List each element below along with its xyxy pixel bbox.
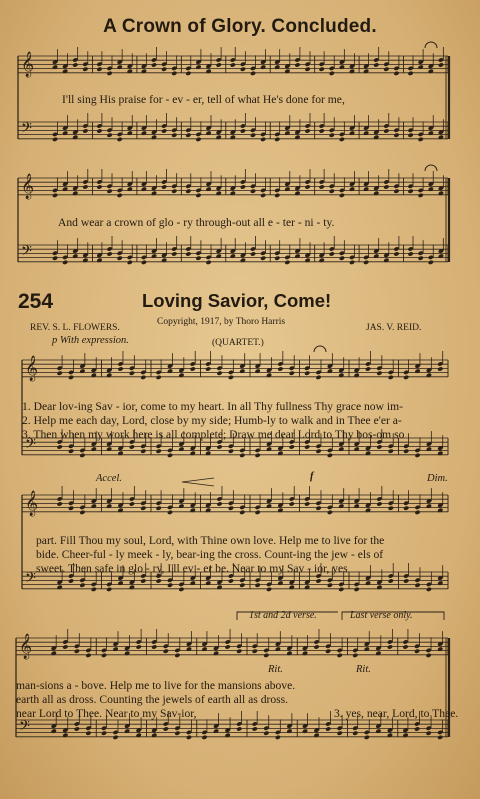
note-head — [113, 735, 119, 740]
note-head — [151, 644, 157, 649]
note-head — [255, 510, 261, 515]
note-head — [337, 731, 343, 736]
note-head — [185, 251, 191, 256]
note-head — [349, 260, 355, 265]
note-head — [315, 578, 321, 583]
note-head — [216, 371, 222, 376]
note-head — [101, 653, 107, 658]
note-head — [171, 133, 177, 138]
note-head — [52, 137, 58, 142]
first-ending-label: 1st and 2d verse. — [249, 610, 317, 621]
treble-clef-icon: 𝄞 — [21, 174, 35, 199]
verse3-line3: near Lord to Thee. Near to my Sav-ior, — [16, 707, 197, 720]
note-head — [230, 62, 236, 67]
note-head — [250, 251, 256, 256]
forte-marking: f — [310, 471, 314, 482]
note-head — [438, 62, 444, 67]
verse1-line2: part. Fill Thou my soul, Lord, with Thine own love. Help me to live for the — [36, 534, 385, 547]
note-head — [414, 510, 420, 515]
rit-marking-2: Rit. — [356, 664, 371, 675]
note-head — [185, 71, 191, 76]
note-head — [352, 653, 358, 658]
note-head — [201, 735, 207, 740]
verse2-line2: bide. Cheer-ful - ly meek - ly, bear-ing the cross. Count-ing the jew - els of — [36, 548, 384, 561]
note-head — [117, 137, 123, 142]
note-head — [304, 371, 310, 376]
note-head — [339, 137, 345, 142]
note-head — [216, 62, 222, 67]
quartet-label: (QUARTET.) — [212, 338, 264, 348]
note-head — [319, 67, 325, 72]
note-head — [383, 67, 389, 72]
note-head — [274, 256, 280, 261]
note-head — [376, 501, 382, 506]
note-head — [339, 256, 345, 261]
note-head — [402, 644, 408, 649]
verse3-line2: sweet. Then safe in glo - ry, I'll ev - er be. Near to my Sav - ior, yes — [36, 562, 348, 575]
note-head — [239, 583, 245, 588]
note-head — [72, 62, 78, 67]
note-head — [156, 578, 162, 583]
note-head — [408, 189, 414, 194]
note-head — [387, 644, 393, 649]
note-head — [151, 62, 157, 67]
verse3-final-ending: 3. yes, near, Lord, to Thee. — [334, 707, 459, 720]
note-head — [140, 578, 146, 583]
note-head — [195, 256, 201, 261]
note-head — [239, 453, 245, 458]
note-head — [127, 260, 133, 265]
note-head — [156, 375, 162, 380]
note-head — [62, 644, 68, 649]
lyric-line-1: I'll sing His praise for - ev - er, tell of what He's done for me, — [62, 93, 345, 106]
hymn-title-loving-savior: Loving Savior, Come! — [142, 290, 332, 311]
note-head — [216, 501, 222, 506]
note-head — [408, 71, 414, 76]
note-head — [195, 193, 201, 198]
note-head — [329, 71, 335, 76]
note-head — [185, 133, 191, 138]
note-head — [82, 184, 88, 189]
note-head — [255, 453, 261, 458]
fermata-icon — [425, 42, 437, 48]
note-head — [252, 649, 258, 654]
note-head — [141, 260, 147, 265]
note-head — [171, 189, 177, 194]
note-head — [418, 193, 424, 198]
note-head — [339, 193, 345, 198]
note-head — [52, 256, 58, 261]
note-head — [354, 587, 360, 592]
note-head — [178, 587, 184, 592]
last-ending-label: Last verse only. — [350, 610, 413, 621]
note-head — [403, 578, 409, 583]
note-head — [117, 193, 123, 198]
note-head — [393, 133, 399, 138]
note-head — [236, 726, 242, 731]
note-head — [304, 444, 310, 449]
note-head — [352, 731, 358, 736]
author-right: JAS. V. REID. — [366, 323, 422, 333]
note-head — [239, 510, 245, 515]
note-head — [228, 375, 234, 380]
note-head — [240, 184, 246, 189]
bass-clef-icon: 𝄢 — [21, 243, 32, 263]
note-head — [437, 735, 443, 740]
note-head — [403, 449, 409, 454]
note-head — [82, 67, 88, 72]
note-head — [329, 133, 335, 138]
note-head — [255, 583, 261, 588]
note-head — [408, 251, 414, 256]
hairpin — [182, 478, 214, 486]
author-left: REV. S. L. FLOWERS. — [30, 323, 120, 333]
note-head — [163, 649, 169, 654]
note-head — [275, 735, 281, 740]
note-head — [57, 371, 63, 376]
note-head — [74, 649, 80, 654]
treble-clef-icon: 𝄞 — [25, 356, 39, 381]
fermata-icon — [314, 346, 326, 352]
note-head — [190, 366, 196, 371]
note-head — [408, 133, 414, 138]
note-head — [418, 256, 424, 261]
copyright-line: Copyright, 1917, by Thoro Harris — [157, 317, 286, 327]
treble-clef-icon: 𝄞 — [21, 52, 35, 77]
note-head — [68, 578, 74, 583]
note-head — [107, 133, 113, 138]
note-head — [195, 137, 201, 142]
note-head — [136, 644, 142, 649]
fermata-icon — [425, 165, 437, 171]
note-head — [383, 184, 389, 189]
note-head — [329, 189, 335, 194]
note-head — [167, 510, 173, 515]
note-head — [365, 366, 371, 371]
note-head — [289, 371, 295, 376]
note-head — [68, 375, 74, 380]
note-head — [216, 444, 222, 449]
note-head — [338, 587, 344, 592]
note-head — [236, 649, 242, 654]
note-head — [329, 251, 335, 256]
note-head — [57, 501, 63, 506]
note-head — [437, 366, 443, 371]
note-head — [363, 260, 369, 265]
note-head — [240, 128, 246, 133]
note-head — [274, 137, 280, 142]
note-head — [277, 366, 283, 371]
note-head — [74, 726, 80, 731]
note-head — [289, 444, 295, 449]
note-head — [414, 583, 420, 588]
verse2-line1: 2. Help me each day, Lord, close by my side; Humb-ly to walk and in Thee e'er a- — [22, 414, 402, 427]
note-head — [174, 731, 180, 736]
note-head — [107, 189, 113, 194]
note-head — [91, 587, 97, 592]
note-head — [305, 184, 311, 189]
note-head — [107, 251, 113, 256]
note-head — [96, 67, 102, 72]
note-head — [327, 583, 333, 588]
note-head — [393, 71, 399, 76]
note-head — [140, 375, 146, 380]
note-head — [167, 453, 173, 458]
note-head — [68, 506, 74, 511]
note-head — [426, 731, 432, 736]
note-head — [129, 501, 135, 506]
treble-clef-icon: 𝄞 — [25, 491, 39, 516]
note-head — [260, 193, 266, 198]
note-head — [206, 260, 212, 265]
note-head — [85, 653, 91, 658]
note-head — [364, 735, 370, 740]
note-head — [325, 726, 331, 731]
note-head — [79, 510, 85, 515]
note-head — [205, 366, 211, 371]
note-head — [161, 128, 167, 133]
note-head — [263, 653, 269, 658]
note-head — [274, 193, 280, 198]
note-head — [266, 587, 272, 592]
note-head — [225, 644, 231, 649]
note-head — [62, 260, 68, 265]
note-head — [171, 71, 177, 76]
note-head — [161, 67, 167, 72]
note-head — [250, 133, 256, 138]
bass-clef-icon: 𝄢 — [19, 718, 30, 738]
note-head — [96, 128, 102, 133]
rit-marking-1: Rit. — [268, 664, 283, 675]
note-head — [305, 67, 311, 72]
note-head — [240, 67, 246, 72]
note-head — [171, 251, 177, 256]
note-head — [383, 128, 389, 133]
note-head — [325, 649, 331, 654]
note-head — [140, 506, 146, 511]
note-head — [388, 578, 394, 583]
note-head — [327, 510, 333, 515]
note-head — [294, 62, 300, 67]
note-head — [304, 501, 310, 506]
note-head — [426, 587, 432, 592]
note-head — [161, 184, 167, 189]
note-head — [289, 501, 295, 506]
note-head — [82, 128, 88, 133]
note-head — [129, 371, 135, 376]
note-head — [228, 578, 234, 583]
note-head — [250, 189, 256, 194]
note-head — [337, 653, 343, 658]
note-head — [228, 449, 234, 454]
tempo-marking: p With expression. — [52, 335, 129, 346]
lyric-line-2: And wear a crown of glo - ry through-out all e - ter - ni - ty. — [58, 216, 335, 229]
hymn-title-crown-of-glory: A Crown of Glory. Concluded. — [103, 16, 377, 37]
dim-marking: Dim. — [427, 473, 448, 484]
note-head — [388, 375, 394, 380]
bass-clef-icon: 𝄢 — [21, 120, 32, 140]
note-head — [314, 644, 320, 649]
note-head — [403, 375, 409, 380]
note-head — [418, 137, 424, 142]
note-head — [252, 726, 258, 731]
note-head — [414, 726, 420, 731]
note-head — [393, 189, 399, 194]
note-head — [403, 506, 409, 511]
note-head — [106, 587, 112, 592]
note-head — [186, 735, 192, 740]
note-head — [250, 71, 256, 76]
note-head — [260, 256, 266, 261]
note-head — [393, 251, 399, 256]
note-head — [117, 256, 123, 261]
note-head — [315, 375, 321, 380]
note-head — [414, 453, 420, 458]
note-head — [388, 506, 394, 511]
treble-clef-icon: 𝄞 — [19, 634, 33, 659]
note-head — [156, 506, 162, 511]
note-head — [52, 193, 58, 198]
note-head — [140, 449, 146, 454]
bass-clef-icon: 𝄢 — [25, 436, 36, 456]
note-head — [174, 653, 180, 658]
note-head — [156, 449, 162, 454]
note-head — [96, 184, 102, 189]
note-head — [414, 649, 420, 654]
note-head — [315, 506, 321, 511]
note-head — [117, 366, 123, 371]
note-head — [319, 184, 325, 189]
note-head — [319, 128, 325, 133]
note-head — [228, 506, 234, 511]
verse1-line1: 1. Dear lov-ing Sav - ior, come to my heart. In all Thy fullness Thy grace now im- — [22, 400, 403, 413]
note-head — [79, 583, 85, 588]
note-head — [107, 71, 113, 76]
note-head — [57, 444, 63, 449]
note-head — [260, 137, 266, 142]
note-head — [68, 449, 74, 454]
note-head — [376, 444, 382, 449]
note-head — [388, 449, 394, 454]
bass-clef-icon: 𝄢 — [25, 570, 36, 590]
note-head — [79, 453, 85, 458]
note-head — [185, 189, 191, 194]
note-head — [284, 260, 290, 265]
hymn-number: 254 — [18, 290, 54, 313]
note-head — [376, 371, 382, 376]
note-head — [315, 449, 321, 454]
note-head — [263, 731, 269, 736]
verse3-line1: 3. Then when my work here is all complete; Draw me dear Lord to Thy bos-om so — [22, 428, 405, 441]
note-head — [327, 453, 333, 458]
note-head — [85, 731, 91, 736]
verse2-line3: earth all as dross. Counting the jewels of earth all as dross. — [16, 693, 289, 706]
note-head — [373, 62, 379, 67]
note-head — [101, 731, 107, 736]
note-head — [305, 128, 311, 133]
note-head — [163, 726, 169, 731]
note-head — [428, 260, 434, 265]
verse1-line3: man-sions a - bove. Help me to live for the mansions above. — [16, 679, 296, 692]
note-head — [167, 583, 173, 588]
note-head — [426, 653, 432, 658]
note-head — [129, 444, 135, 449]
accel-marking: Accel. — [96, 473, 122, 484]
